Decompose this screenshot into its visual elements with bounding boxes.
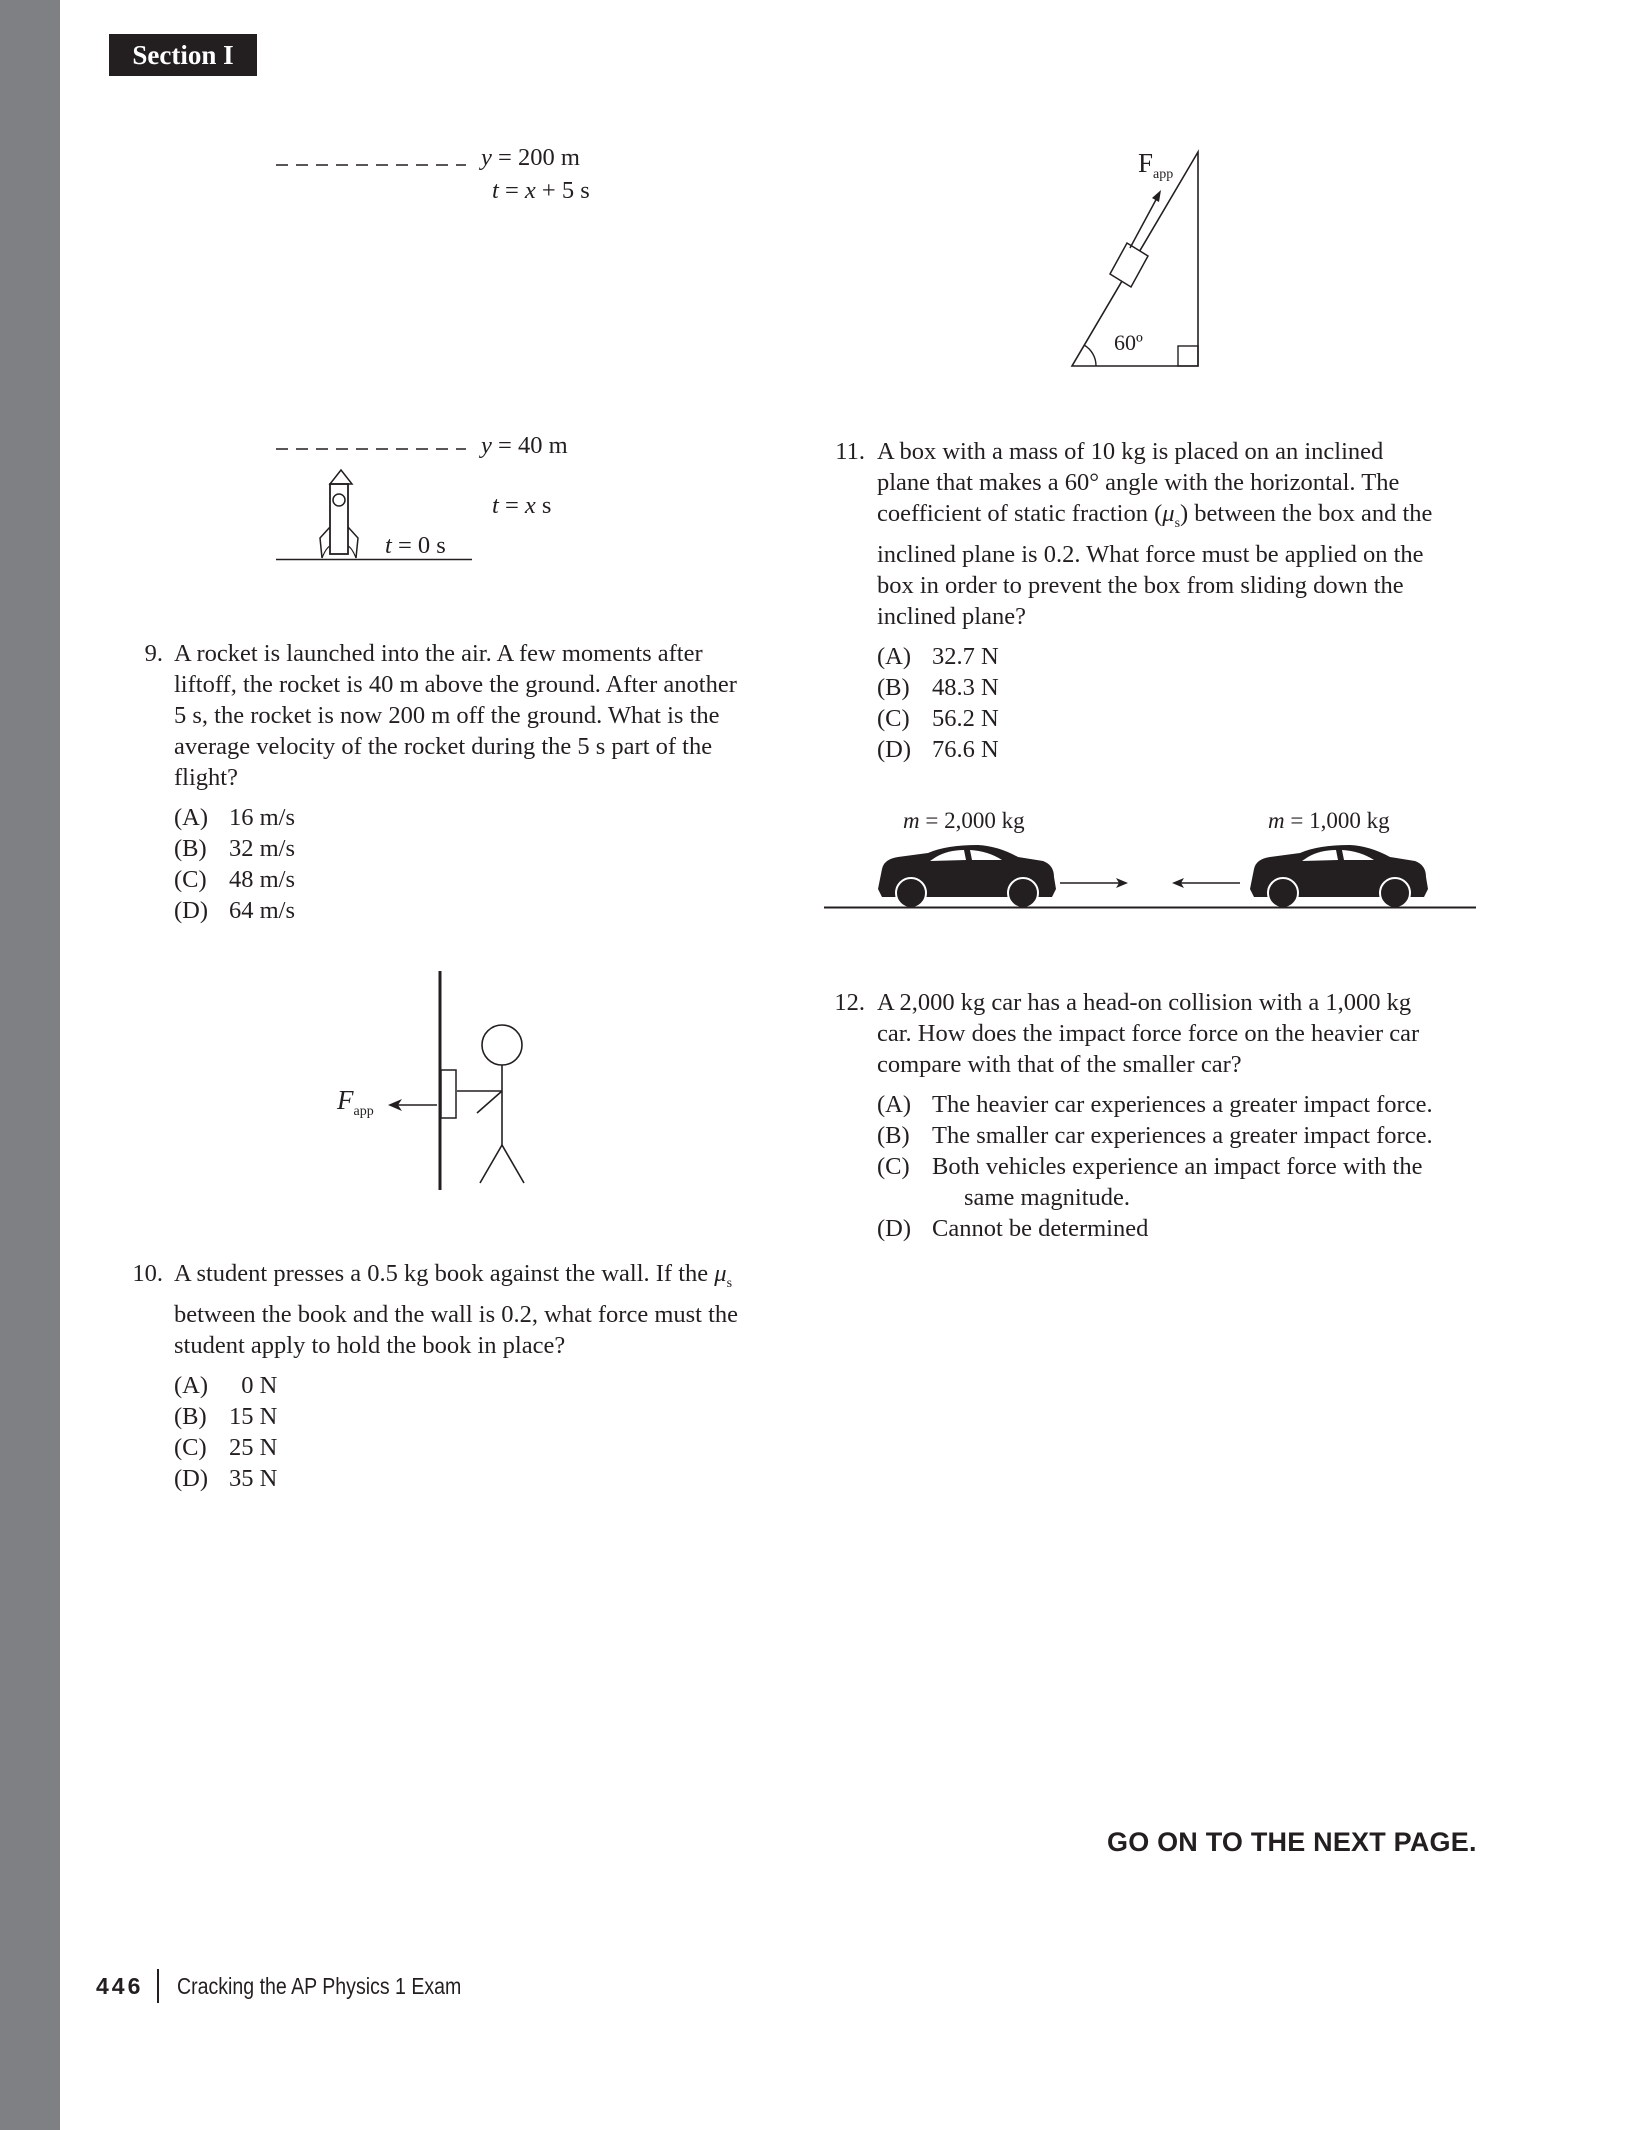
answer-choice-d[interactable] (877, 1213, 1487, 1244)
answer-choice-c[interactable] (174, 864, 773, 895)
arrow-left-icon (1170, 877, 1240, 889)
wall-stick-figure (330, 965, 550, 1195)
choice-text: 25 N (229, 1434, 278, 1461)
label-force-applied-incline: $F_{app}$ (1138, 148, 1174, 182)
choice-text: 15 N (229, 1403, 278, 1430)
label-lower-height: y = 40 m (481, 432, 568, 459)
question-number: 10. (132, 1260, 163, 1287)
choice-letter: (D) (174, 897, 209, 924)
answer-choice-d[interactable] (174, 895, 773, 926)
choice-text: 48.3 N (932, 674, 999, 701)
choice-letter: (B) (877, 674, 910, 701)
answer-choice-b[interactable] (174, 833, 773, 864)
label-angle: 60º (1114, 330, 1143, 355)
choice-letter: (D) (174, 1465, 209, 1492)
label-ground-time: t = 0 s (385, 532, 446, 559)
arrow-right-icon (1060, 877, 1130, 889)
choice-letter: (B) (877, 1122, 910, 1149)
page-number: 446 (96, 1972, 144, 1999)
choice-text: 0 N (229, 1372, 278, 1399)
question-text-line: A 2,000 kg car has a head-on collision with a 1,000 kg (877, 989, 1412, 1016)
choice-text: The heavier car experiences a greater impact force. (932, 1091, 1433, 1118)
choice-letter: (D) (877, 1215, 912, 1242)
choice-text: 64 m/s (229, 897, 296, 924)
go-to-next-page-notice: GO ON TO THE NEXT PAGE. (1107, 1827, 1477, 1857)
answer-choice-a[interactable] (877, 641, 1467, 672)
answer-choice-b[interactable] (877, 1120, 1487, 1151)
choice-letter: (C) (174, 1434, 207, 1461)
question-text-line: A student presses a 0.5 kg book against the wall. If the $\mu_s$ (174, 1260, 733, 1291)
question-text-line: car. How does the impact force force on the heavier car (877, 1020, 1420, 1047)
choice-letter: (C) (174, 866, 207, 893)
answer-choice-c[interactable] (174, 1432, 781, 1463)
road-line (824, 906, 1476, 909)
answer-choice-a[interactable] (174, 1370, 781, 1401)
answer-choice-c[interactable] (877, 1151, 1487, 1213)
choice-text: 76.6 N (932, 736, 999, 763)
choice-text: 56.2 N (932, 705, 999, 732)
choice-letter: (B) (174, 835, 207, 862)
choice-letter: (A) (174, 804, 209, 831)
book-title: Cracking the AP Physics 1 Exam (177, 1972, 462, 1999)
dashed-line-200m (276, 163, 466, 167)
car-left-icon (878, 845, 1058, 907)
question-text-line: A rocket is launched into the air. A few moments after (174, 640, 703, 667)
choice-text: The smaller car experiences a greater impact force. (932, 1122, 1433, 1149)
label-right-car-mass: m = 1,000 kg (1268, 808, 1390, 833)
label-upper-height: y = 200 m (481, 144, 580, 171)
question-text-line: box in order to prevent the box from sliding down the (877, 572, 1404, 599)
question-text-line: flight? (174, 764, 238, 791)
question-text-line: A box with a mass of 10 kg is placed on an inclined (877, 438, 1384, 465)
choice-letter: (A) (877, 643, 912, 670)
answer-choice-b[interactable] (174, 1401, 781, 1432)
choice-letter: (A) (174, 1372, 209, 1399)
choice-text: Cannot be determined (932, 1215, 1149, 1242)
answer-choice-d[interactable] (174, 1463, 781, 1494)
answer-choice-a[interactable] (174, 802, 773, 833)
page-footer (96, 1969, 512, 2003)
label-upper-time: t = x + 5 s (492, 177, 590, 204)
question-text-line: compare with that of the smaller car? (877, 1051, 1242, 1078)
question-text-line: 5 s, the rocket is now 200 m off the ground. What is the (174, 702, 720, 729)
car-right-icon (1250, 845, 1430, 907)
rocket-icon (316, 470, 366, 560)
question-text-line: student apply to hold the book in place? (174, 1332, 566, 1359)
answer-choice-d[interactable] (877, 734, 1467, 765)
section-label: Section I (109, 34, 257, 76)
choice-letter: (C) (877, 705, 910, 732)
label-left-car-mass: m = 2,000 kg (903, 808, 1025, 833)
ground-line (276, 558, 472, 561)
label-lower-time: t = x s (492, 492, 552, 519)
choice-letter: (C) (877, 1153, 910, 1180)
choice-text: Both vehicles experience an impact force with the (932, 1153, 1423, 1180)
label-force-applied-wall: $F_{app}$ (337, 1085, 374, 1119)
choice-letter: (D) (877, 736, 912, 763)
choice-text: 48 m/s (229, 866, 296, 893)
question-text-line: inclined plane? (877, 603, 1026, 630)
answer-choice-b[interactable] (877, 672, 1467, 703)
question-text-line: between the book and the wall is 0.2, what force must the (174, 1301, 739, 1328)
question-text-line: coefficient of static fraction $(\mu_s)$ between the box and the (877, 500, 1433, 531)
choice-text: 32.7 N (932, 643, 999, 670)
question-text-line: inclined plane is 0.2. What force must be applied on the (877, 541, 1424, 568)
question-text-line: average velocity of the rocket during the 5 s part of the (174, 733, 713, 760)
question-number: 11. (835, 438, 865, 465)
question-number: 12. (834, 989, 865, 1016)
question-10 (121, 1258, 781, 1494)
question-number: 9. (144, 640, 163, 667)
answer-choice-c[interactable] (877, 703, 1467, 734)
question-11 (827, 436, 1467, 765)
dashed-line-40m (276, 447, 466, 451)
page-margin-bar (0, 0, 60, 2130)
answer-choice-a[interactable] (877, 1089, 1487, 1120)
choice-text: 16 m/s (229, 804, 296, 831)
question-text-line: liftoff, the rocket is 40 m above the ground. After another (174, 671, 737, 698)
choice-letter: (B) (174, 1403, 207, 1430)
choice-text: 35 N (229, 1465, 278, 1492)
choice-letter: (A) (877, 1091, 912, 1118)
footer-divider (157, 1969, 159, 2003)
question-9 (133, 638, 773, 926)
question-text-line: plane that makes a 60° angle with the horizontal. The (877, 469, 1400, 496)
choice-text: 32 m/s (229, 835, 296, 862)
choice-text-continuation: same magnitude. (964, 1184, 1131, 1211)
question-12 (827, 987, 1487, 1244)
